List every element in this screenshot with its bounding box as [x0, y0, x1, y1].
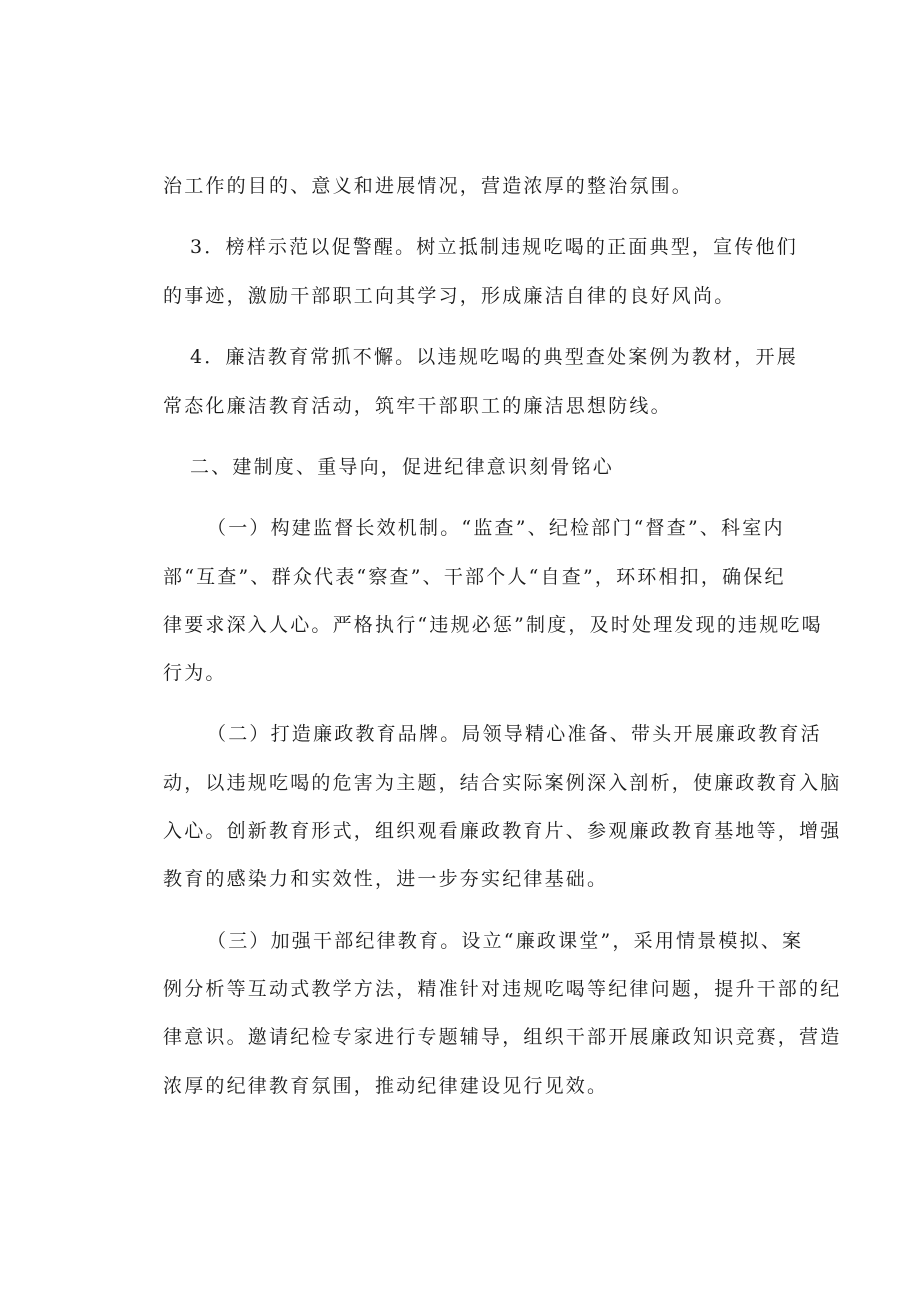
- paragraph-line: 教育的感染力和实效性，进一步夯实纪律基础。: [163, 868, 609, 890]
- paragraph-line: 的事迹，激励干部职工向其学习，形成廉洁自律的良好风尚。: [163, 285, 736, 307]
- paragraph-line: 律意识。邀请纪检专家进行专题辅导，组织干部开展廉政知识竞赛，营造: [163, 1026, 842, 1048]
- paragraph-line: 动，以违规吃喝的危害为主题，结合实际案例深入剖析，使廉政教育入脑: [163, 772, 842, 794]
- paragraph-line: 3．榜样示范以促警醒。树立抵制违规吃喝的正面典型，宣传他们: [190, 236, 798, 258]
- paragraph-line: 4．廉洁教育常抓不懈。以违规吃喝的典型查处案例为教材，开展: [190, 346, 798, 368]
- paragraph-line: 浓厚的纪律教育氛围，推动纪律建设见行见效。: [163, 1075, 609, 1097]
- paragraph-line: （一）构建监督长效机制。“监查”、纪检部门“督查”、科室内: [207, 517, 785, 539]
- paragraph-line: 行为。: [163, 662, 227, 684]
- paragraph-line: 治工作的目的、意义和进展情况，营造浓厚的整治氛围。: [163, 175, 694, 197]
- paragraph-line: 律要求深入人心。严格执行“违规必惩”制度，及时处理发现的违规吃喝: [163, 614, 823, 636]
- paragraph-line: 部“互查”、群众代表“察查”、干部个人“自查”，环环相扣，确保纪: [163, 566, 786, 588]
- section-heading: 二、建制度、重导向，促进纪律意识刻骨铭心: [190, 456, 615, 478]
- paragraph-line: （二）打造廉政教育品牌。局领导精心准备、带头开展廉政教育活: [207, 723, 822, 745]
- paragraph-line: 例分析等互动式教学方法，精准针对违规吃喝等纪律问题，提升干部的纪: [163, 978, 842, 1000]
- paragraph-line: （三）加强干部纪律教育。设立“廉政课堂”，采用情景模拟、案: [207, 930, 804, 952]
- paragraph-line: 常态化廉洁教育活动，筑牢干部职工的廉洁思想防线。: [163, 395, 672, 417]
- paragraph-line: 入心。创新教育形式，组织观看廉政教育片、参观廉政教育基地等，增强: [163, 820, 842, 842]
